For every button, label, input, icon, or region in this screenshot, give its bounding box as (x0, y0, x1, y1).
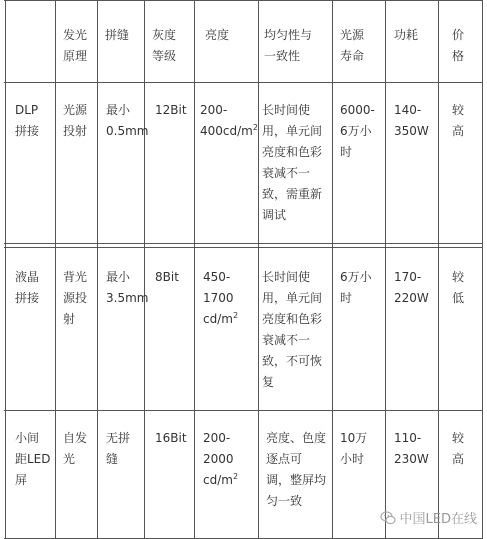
grid-line (194, 0, 195, 539)
cell-brightness: 450- 1700 $cd/m^2$ (203, 270, 239, 326)
row-name: DLP 拼接 (15, 103, 40, 138)
cell-life: 6万小 时 (340, 270, 372, 305)
cell-life: 6000- 6万小 时 (340, 103, 375, 159)
grid-line (97, 0, 98, 539)
cell-gray: 12Bit (155, 103, 187, 117)
grid-line (55, 0, 56, 539)
cell-uniformity: 长时间使 用，单元间 亮度和色彩 衰减不一 致，不可恢 复 (262, 270, 323, 389)
grid-line (258, 0, 259, 539)
cell-principle: 背光 源投 射 (63, 270, 88, 326)
header-uniformity: 均匀性与 一致性 (264, 28, 313, 63)
cell-power: 110- 230W (394, 431, 429, 466)
grid-line (4, 410, 483, 411)
header-brightness: 亮度 (205, 28, 230, 42)
cell-price: 较 高 (452, 103, 465, 138)
header-principle: 发光 原理 (63, 28, 88, 63)
cell-price: 较 高 (452, 431, 465, 466)
grid-line (5, 0, 6, 539)
cell-uniformity: 亮度、色度 逐点可 调，整屏均 匀一致 (266, 431, 327, 508)
cell-gray: 16Bit (155, 431, 187, 445)
grid-line (385, 0, 386, 539)
cell-uniformity: 长时间使 用，单元间 亮度和色彩 衰减不一 致，需重新 调试 (262, 103, 323, 222)
cell-price: 较 低 (452, 270, 465, 305)
cell-power: 140- 350W (394, 103, 429, 138)
header-seam: 拼缝 (105, 28, 130, 42)
header-gray: 灰度 等级 (152, 28, 177, 63)
cell-principle: 自发 光 (63, 431, 88, 466)
header-price: 价 格 (452, 28, 465, 63)
watermark-text: 中国LED在线 (399, 512, 477, 527)
watermark (380, 508, 477, 527)
grid-line (4, 82, 483, 83)
header-life: 光源 寿命 (340, 28, 365, 63)
grid-line (4, 243, 483, 244)
cell-seam: 最小 3.5mm (106, 270, 149, 305)
row-name: 小间 距LED 屏 (15, 431, 51, 487)
wechat-icon (380, 510, 396, 526)
cell-seam: 无拼 缝 (106, 431, 131, 466)
grid-line (482, 0, 483, 539)
cell-brightness: 200- 2000 $cd/m^2$ (203, 431, 239, 487)
grid-line (438, 0, 439, 539)
cell-brightness: 200- $400cd/m^2$ (200, 103, 258, 138)
header-power: 功耗 (394, 28, 419, 42)
grid-line (4, 0, 483, 1)
grid-line (4, 247, 483, 248)
cell-principle: 光源 投射 (63, 103, 88, 138)
cell-gray: 8Bit (155, 270, 179, 284)
cell-seam: 最小 0.5mm (106, 103, 149, 138)
cell-life: 10万 小时 (340, 431, 368, 466)
row-name: 液晶 拼接 (15, 270, 40, 305)
cell-power: 170- 220W (394, 270, 429, 305)
grid-line (332, 0, 333, 539)
